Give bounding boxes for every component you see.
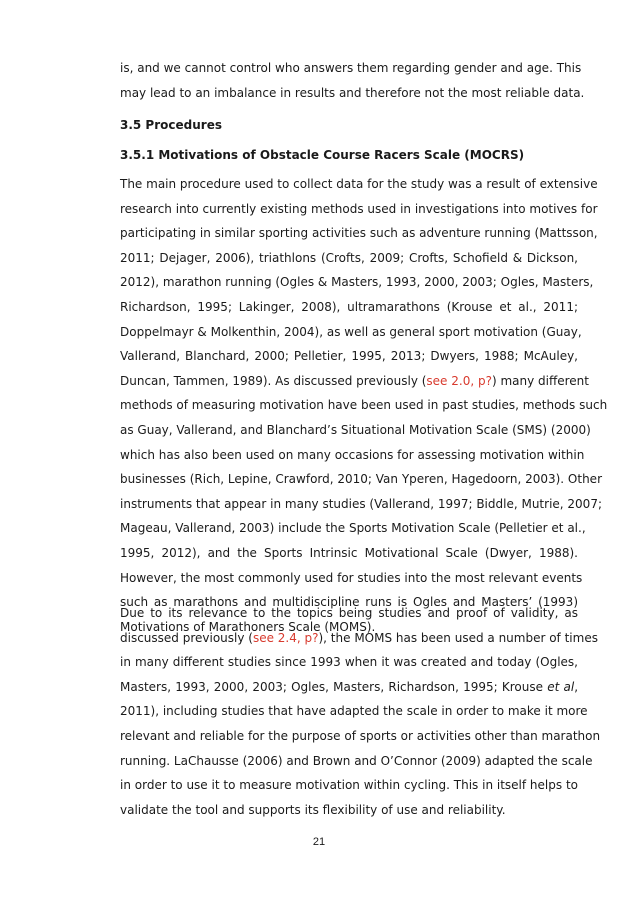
p1-line-6: Richardson, 1995; Lakinger, 2008), ultramarathons (Krouse et al., 2011; (120, 299, 578, 314)
p1-line-9 (120, 369, 589, 394)
p1-line-4: 2011; Dejager, 2006), triathlons (Crofts, 2009; Crofts, Schofield & Dickson, (120, 250, 578, 265)
intro-line-2: may lead to an imbalance in results and therefore not the most reliable data. (120, 85, 585, 100)
p2-line-4-before: Masters, 1993, 2000, 2003; Ogles, Masters, Richardson, 1995; Krouse (120, 679, 548, 694)
p1-line-8: Vallerand, Blanchard, 2000; Pelletier, 1995, 2013; Dwyers, 1988; McAuley, (120, 349, 578, 364)
p1-line-19: Motivations of Marathoners Scale (MOMS). (120, 619, 376, 634)
p2-line-3: in many different studies since 1993 when it was created and today (Ogles, (120, 655, 578, 670)
p1-line-15: Mageau, Vallerand, 2003) include the Sports Motivation Scale (Pelletier et al., (120, 521, 586, 536)
p1-line-1: The main procedure used to collect data for the study was a result of extensive (120, 177, 598, 191)
p1-line-10: methods of measuring motivation have been used in past studies, methods such (120, 398, 608, 413)
p1-line-13: businesses (Rich, Lepine, Crawford, 2010; Van Yperen, Hagedoorn, 2003). Other (120, 472, 602, 487)
page-number: 21 (312, 836, 326, 848)
intro-paragraph (120, 56, 585, 105)
p2-line-6: relevant and reliable for the purpose of sports or activities other than marathon (120, 728, 601, 743)
cross-reference-link[interactable]: see 2.0, p? (426, 373, 492, 388)
p2-line-4 (120, 675, 578, 700)
p1-line-9-before: Duncan, Tammen, 1989). As discussed previously ( (120, 373, 427, 388)
paragraph-2 (120, 601, 601, 822)
paragraph-1 (120, 172, 608, 639)
p2-line-7: running. LaChausse (2006) and Brown and O’Connor (2009) adapted the scale (120, 753, 593, 768)
p2-line-2-before: discussed previously ( (120, 630, 253, 645)
p1-line-2: research into currently existing methods used in investigations into motives for (120, 201, 598, 216)
p2-line-8: in order to use it to measure motivation within cycling. This in itself helps to (120, 778, 578, 793)
p1-line-17: However, the most commonly used for studies into the most relevant events (120, 570, 583, 585)
cross-reference-link[interactable]: see 2.4, p? (252, 630, 319, 645)
p2-line-5: 2011), including studies that have adapted the scale in order to make it more (120, 704, 588, 719)
p2-line-2 (120, 626, 598, 651)
p2-line-2-after: ), the MOMS has been used a number of times (318, 630, 598, 645)
p1-line-3: participating in similar sporting activities such as adventure running (Mattsson, (120, 226, 598, 241)
p2-line-1: Due to its relevance to the topics being studies and proof of validity, as (120, 606, 578, 620)
p1-line-14: instruments that appear in many studies (Vallerand, 1997; Biddle, Mutrie, 2007; (120, 496, 602, 511)
p2-line-9: validate the tool and supports its flexibility of use and reliability. (120, 802, 506, 817)
p2-line-4-after: , (574, 679, 579, 694)
p1-line-5: 2012), marathon running (Ogles & Masters, 1993, 2000, 2003; Ogles, Masters, (120, 275, 594, 290)
p1-line-9-after: ) many different (491, 373, 589, 388)
p1-line-16: 1995, 2012), and the Sports Intrinsic Motivational Scale (Dwyer, 1988). (120, 545, 578, 560)
p1-line-18: such as marathons and multidiscipline runs is Ogles and Masters’ (1993) (120, 595, 578, 610)
p1-line-7: Doppelmayr & Molkenthin, 2004), as well as general sport motivation (Guay, (120, 324, 582, 339)
p2-line-4-italic: et al (547, 679, 575, 694)
p1-line-12: which has also been used on many occasions for assessing motivation within (120, 447, 585, 462)
intro-line-1: is, and we cannot control who answers them regarding gender and age. This (120, 61, 582, 75)
p1-line-11: as Guay, Vallerand, and Blanchard’s Situational Motivation Scale (SMS) (2000) (120, 422, 591, 437)
subsection-heading: 3.5.1 Motivations of Obstacle Course Racers Scale (MOCRS) (120, 148, 525, 162)
section-heading: 3.5 Procedures (120, 118, 222, 132)
